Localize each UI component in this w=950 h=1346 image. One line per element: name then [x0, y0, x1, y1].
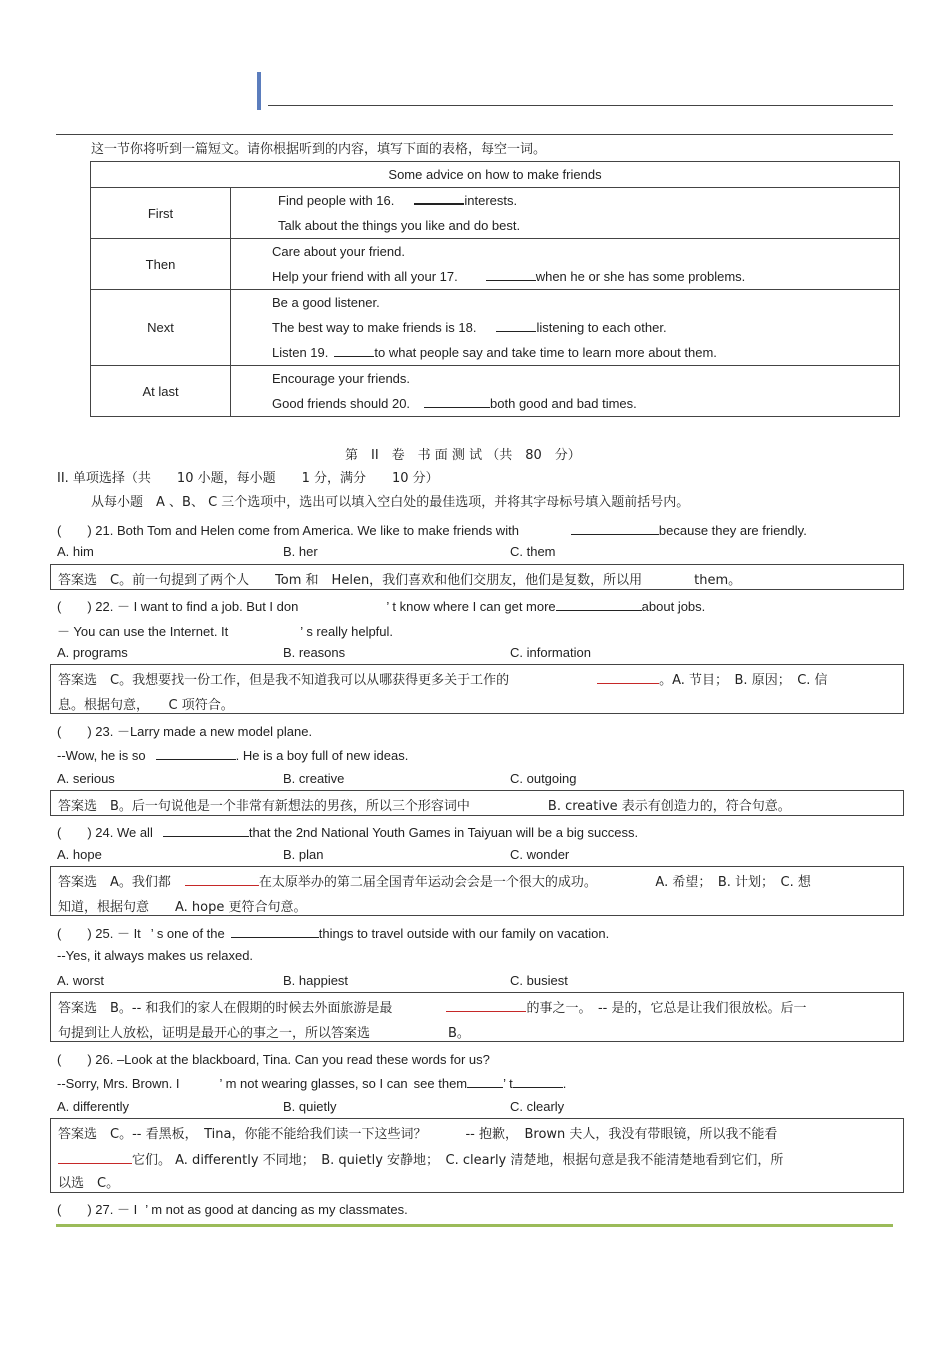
answer-box-24: 答案选 A。我们都 在太原举办的第二届全国青年运动会会是一个很大的成功。 A. 希望； B. 计划； C. 想 知道，根据句意 A. hope 更符合句意。: [50, 866, 904, 916]
answer-box-21: 答案选 C。前一句提到了两个人 Tom 和 Helen，我们喜欢和他们交朋友，他们是复数，所以用 them。: [50, 564, 904, 590]
question-22: ( ) 22. － I want to find a job. But I don ’ t know where I can get more about jobs.: [57, 599, 706, 614]
option-c[interactable]: C. busiest: [510, 973, 568, 988]
blank-24[interactable]: [163, 823, 249, 837]
option-b[interactable]: B. happiest: [283, 973, 349, 988]
blank-26[interactable]: [467, 1074, 503, 1088]
answer-blank: [446, 998, 526, 1012]
row-label: Next: [91, 290, 231, 366]
section-title: 第 II 卷 书 面 测 试 （共 80 分）: [345, 448, 581, 463]
option-c[interactable]: C. clearly: [510, 1099, 565, 1114]
blank-22[interactable]: [556, 597, 642, 611]
row-label: Then: [91, 239, 231, 290]
footer-rule: [56, 1224, 893, 1227]
advice-table: [90, 161, 900, 417]
answer-box-25: 答案选 B。-- 和我们的家人在假期的时候去外面旅游是最 的事之一。 -- 是的，它总是让我们很放松。后一 句提到让人放松，证明是最开心的事之一，所以答案选 B。: [50, 992, 904, 1042]
question-21: ( ) 21. Both Tom and Helen come from America. We like to make friends with because they are friendly.: [57, 523, 807, 538]
header-divider: [56, 134, 893, 135]
answer-blank: [597, 670, 659, 684]
option-a[interactable]: A. differently: [57, 1099, 130, 1114]
question-24: ( ) 24. We all that the 2nd National Youth Games in Taiyuan will be a big success.: [57, 825, 639, 840]
blank-25[interactable]: [231, 924, 319, 938]
answer-box-22: 答案选 C。我想要找一份工作，但是我不知道我可以从哪获得更多关于工作的 。A. 节目； B. 原因； C. 信 息。根据句意， C 项符合。: [50, 664, 904, 714]
blank-17[interactable]: [486, 267, 536, 281]
table-row: First Find people with 16. interests. Talk about the things you like and do best.: [91, 188, 900, 239]
answer-box-23: 答案选 B。后一句说他是一个非常有新想法的男孩，所以三个形容词中 B. creative 表示有创造力的，符合句意。: [50, 790, 904, 816]
row-label: First: [91, 188, 231, 239]
answer-blank: [185, 872, 259, 886]
question-25: ( ) 25. － It ’ s one of the things to travel outside with our family on vacation.: [57, 926, 610, 941]
option-a[interactable]: A. serious: [57, 771, 115, 786]
option-b[interactable]: B. plan: [283, 847, 324, 862]
table-row: Then Care about your friend. Help your friend with all your 17. when he or she has some problems.: [91, 239, 900, 290]
option-a[interactable]: A. hope: [57, 847, 102, 862]
part-instruction: 从每小题 A 、B、 C 三个选项中，选出可以填入空白处的最佳选项，并将其字母标号填入题前括号内。: [91, 495, 690, 510]
option-c[interactable]: C. them: [510, 544, 556, 559]
blank-16[interactable]: [414, 190, 464, 205]
option-c[interactable]: C. wonder: [510, 847, 570, 862]
blank-20[interactable]: [424, 394, 490, 408]
option-c[interactable]: C. information: [510, 645, 591, 660]
option-b[interactable]: B. reasons: [283, 645, 346, 660]
option-b[interactable]: B. quietly: [283, 1099, 337, 1114]
question-27: ( ) 27. － I ’ m not as good at dancing as my classmates.: [57, 1202, 408, 1217]
option-b[interactable]: B. her: [283, 544, 318, 559]
option-a[interactable]: A. worst: [57, 973, 104, 988]
header-rule: [268, 105, 893, 106]
listening-intro: 这一节你将听到一篇短文。请你根据听到的内容，填写下面的表格，每空一词。: [91, 142, 547, 157]
question-23: ( ) 23. －Larry made a new model plane.: [57, 724, 313, 739]
blank-21[interactable]: [571, 521, 659, 535]
option-b[interactable]: B. creative: [283, 771, 345, 786]
option-c[interactable]: C. outgoing: [510, 771, 577, 786]
answer-blank: [58, 1150, 132, 1164]
option-a[interactable]: A. him: [57, 544, 94, 559]
table-row: Next Be a good listener. The best way to make friends is 18. listening to each other. Listen 19. to what people say and take time to learn more about them.: [91, 290, 900, 366]
blank-23[interactable]: [156, 746, 236, 760]
blank-19[interactable]: [334, 343, 374, 357]
answer-box-26: 答案选 C。-- 看黑板， Tina，你能不能给我们读一下这些词？ -- 抱歉， Brown 夫人，我没有带眼镜，所以我不能看 它们。 A. differently 不同地； B. quietly 安静地； C. clearly 清楚地，根据句意是我不能清楚地看到它们，所 以选 C。: [50, 1118, 904, 1193]
table-title: Some advice on how to make friends: [91, 162, 900, 188]
header-accent-bar: [257, 72, 261, 110]
blank-18[interactable]: [496, 318, 536, 332]
option-a[interactable]: A. programs: [57, 645, 128, 660]
question-26: ( ) 26. –Look at the blackboard, Tina. Can you read these words for us?: [57, 1052, 490, 1067]
table-row: At last Encourage your friends. Good friends should 20. both good and bad times.: [91, 366, 900, 417]
row-label: At last: [91, 366, 231, 417]
part-title: II. 单项选择（共 10 小题，每小题 1 分，满分 10 分）: [57, 471, 439, 486]
